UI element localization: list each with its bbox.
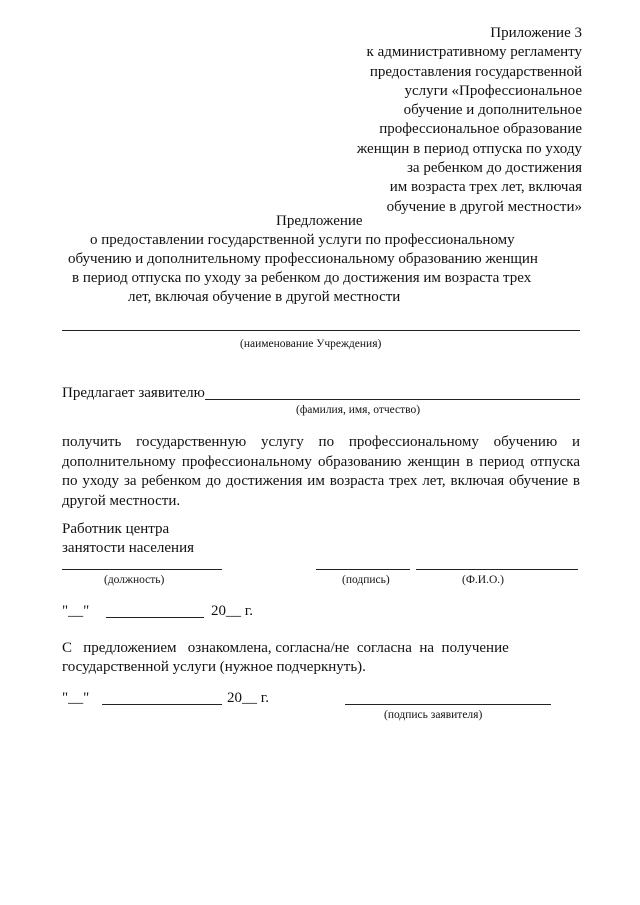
title-line: обучению и дополнительному профессиональному образованию женщин (68, 251, 538, 267)
paragraph-line: дополнительному профессиональному образованию женщин в период отпуска (62, 453, 580, 470)
date2-day-field[interactable]: "__" (62, 690, 90, 706)
header-line: им возраста трех лет, включая (389, 179, 582, 196)
signature-field-line[interactable] (316, 569, 410, 570)
title-line: лет, включая обучение в другой местности (128, 289, 401, 305)
worker-title-line1: Работник центра (62, 521, 170, 537)
paragraph-line: по уходу за ребенком до достижения им возраста трех лет, включая обучение в (62, 473, 580, 489)
applicant-signature-field-line[interactable] (345, 704, 551, 705)
full-name-caption: (Ф.И.О.) (462, 574, 504, 586)
document-title: Предложение (276, 213, 363, 229)
header-line: к административному регламенту (366, 44, 582, 61)
date-day-field[interactable]: "__" (62, 603, 90, 619)
applicant-caption: (фамилия, имя, отчество) (296, 404, 421, 416)
applicant-signature-caption: (подпись заявителя) (384, 709, 483, 721)
institution-caption: (наименование Учреждения) (240, 338, 382, 350)
acknowledgement-line2: государственной услуги (нужное подчеркнуть). (62, 659, 366, 675)
paragraph-line: получить государственную услугу по профессиональному обучению и (62, 434, 580, 450)
date2-month-field-line[interactable] (102, 704, 222, 705)
signature-caption: (подпись) (342, 574, 390, 586)
header-line: обучение в другой местности» (386, 198, 582, 215)
position-field-line[interactable] (62, 569, 222, 570)
header-line: обучение и дополнительное (403, 102, 582, 119)
position-caption: (должность) (104, 574, 165, 586)
institution-field-line[interactable] (62, 330, 580, 331)
date2-year-field[interactable]: 20__ г. (227, 690, 269, 706)
worker-title-line2: занятости населения (62, 540, 195, 556)
date-month-field-line[interactable] (106, 617, 204, 618)
appendix-header (282, 24, 582, 217)
header-line: женщин в период отпуска по уходу (356, 140, 582, 157)
applicant-label: Предлагает заявителю (62, 385, 205, 401)
header-line: предоставления государственной (369, 63, 582, 80)
acknowledgement-line1: С предложением ознакомлена, согласна/не согласна на получение (62, 640, 509, 656)
date-year-field[interactable]: 20__ г. (211, 603, 253, 619)
body-paragraph (62, 433, 580, 511)
header-line: профессиональное образование (379, 121, 582, 138)
title-line: в период отпуска по уходу за ребенком до достижения им возраста трех (72, 270, 532, 286)
header-line: за ребенком до достижения (407, 160, 582, 177)
applicant-name-field-line[interactable] (205, 399, 580, 400)
paragraph-line: другой местности. (62, 492, 181, 509)
full-name-field-line[interactable] (416, 569, 578, 570)
header-line: Приложение 3 (490, 25, 582, 41)
title-line: о предоставлении государственной услуги по профессиональному (90, 232, 515, 248)
header-line: услуги «Профессиональное (404, 82, 582, 99)
